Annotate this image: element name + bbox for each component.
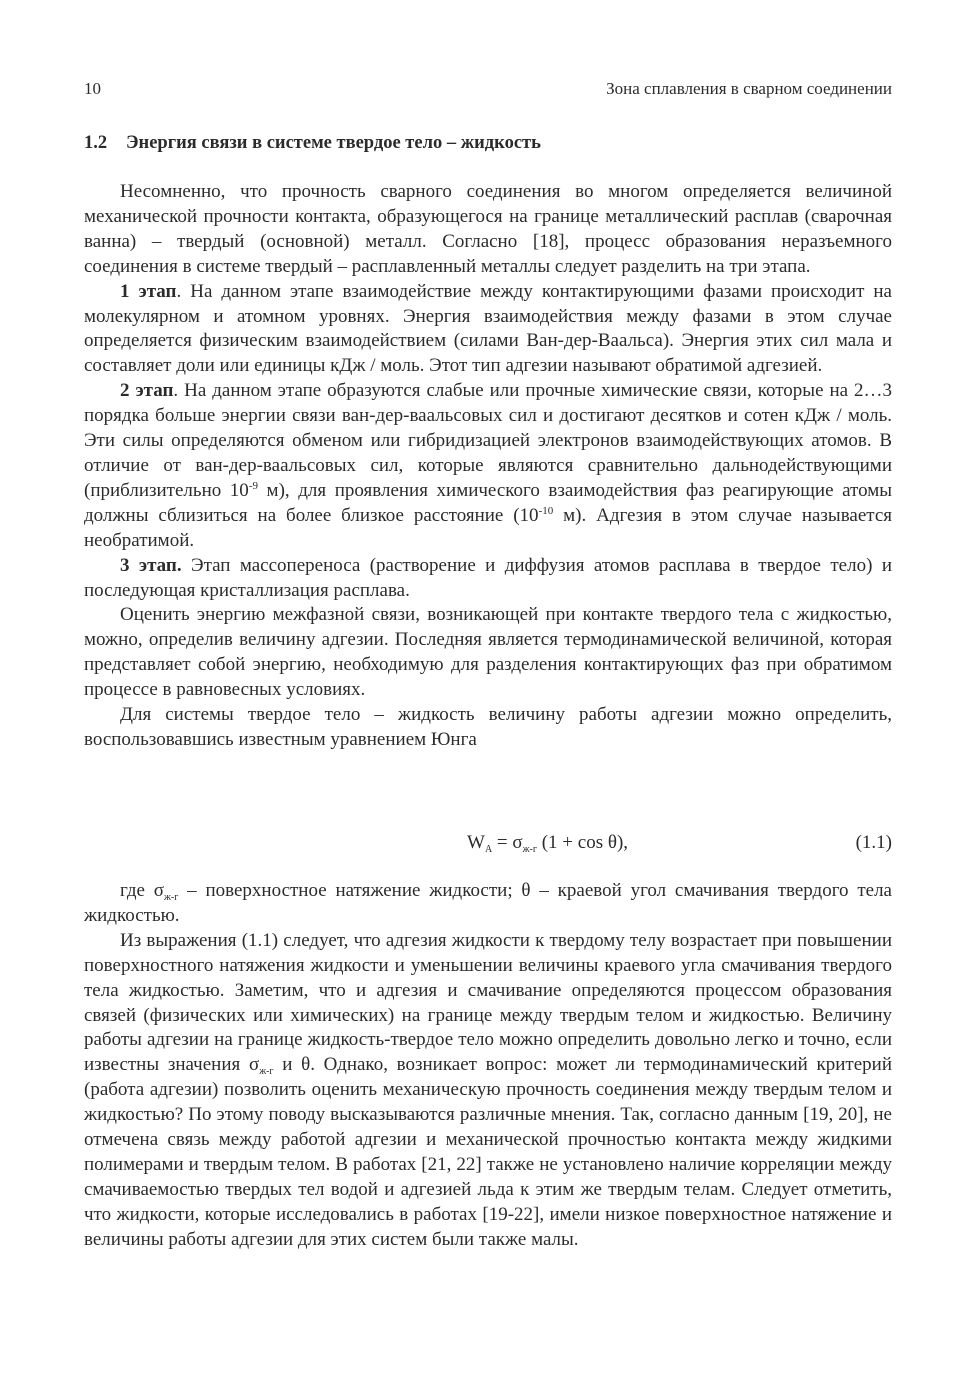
exponent: -9 — [248, 479, 258, 492]
section-number: 1.2 — [84, 133, 108, 153]
equation-number: (1.1) — [855, 832, 892, 853]
stage-2-label: 2 этап — [120, 380, 174, 402]
paragraph-young: Для системы твердое тело – жидкость величину работы адгезии можно определить, воспользовавшись известным уравнением Юнга — [84, 704, 892, 750]
paragraph-stage-2: 2 этап. На данном этапе образуются слабые или прочные химические связи, которые на 2…3 порядка больше энергии связи ван-дер-ваальсовых сил и достигают десятков и сотен кДж / моль. Эти силы определяются обменом или гибридизацией электронов взаимодействующих атомов. В отличие от ван-дер-ваальсовых сил, которые являются сравнительно дальнодействующими (приблизительно $10^{-9}$ м), для проявления химического взаимодействия фаз реагирующие атомы должны сблизиться на более близкое расстояние ($10^{-10}$ м). Адгезия в этом случае называется необратимой. — [84, 380, 892, 551]
body-text-lower — [84, 879, 892, 1253]
exponent: -10 — [538, 504, 554, 517]
paragraph-stage-1: 1 этап. На данном этапе взаимодействие между контактирующими фазами происходит на молекулярном и атомном уровнях. Энергия взаимодействия между фазами в этом случае определяется физическим взаимодействием (силами Ван-дер-Ваальса). Энергия этих сил мала и составляет доли или единицы кДж / моль. Этот тип адгезии называют обратимой адгезией. — [84, 280, 892, 377]
section-heading — [84, 131, 892, 155]
paragraph-intro: Несомненно, что прочность сварного соединения во многом определяется величиной механической прочности контакта, образующегося на границе металлический расплав (сварочная ванна) – твердый (основной) металл. Согласно [18], процесс образования неразъемного соединения в системе твердый – расплавленный металлы следует разделить на три этапа. — [84, 181, 892, 277]
paragraph-stage-3: 3 этап. Этап массопереноса (растворение и диффузия атомов расплава в твердое тело) и последующая кристаллизация расплава. — [84, 554, 892, 601]
page-number: 10 — [84, 79, 101, 98]
equation-1-1 — [84, 830, 892, 856]
paragraph-estimate: Оценить энергию межфазной связи, возникающей при контакте твердого тела с жидкостью, можно, определив величину адгезии. Последняя является термодинамической величиной, которая представляет собой энергию, необходимую для разделения контактирующих фаз при обратимом процессе в равновесных условиях. — [84, 604, 892, 701]
paragraph-where: где $\sigma_{ж-г}$ – поверхностное натяжение жидкости; θ – краевой угол смачивания твердого тела жидкостью. — [84, 880, 892, 926]
paragraph-conclusion: Из выражения (1.1) следует, что адгезия жидкости к твердому телу возрастает при повышении поверхностного натяжения жидкости и уменьшении величины краевого угла смачивания твердого тела жидкостью. Заметим, что и адгезия и смачивание определяются процессом образования связей (физических или химических) на границе между твердым телом и жидкостью. Величину работы адгезии на границе жидкость-твердое тело можно определить довольно легко и точно, если известны значения $\sigma_{ж-г}$ и θ. Однако, возникает вопрос: может ли термодинамический критерий (работа адгезии) позволить оценить механическую прочность соединения между твердым телом и жидкостью? По этому поводу высказываются различные мнения. Так, согласно данным [19, 20], не отмечена связь между работой адгезии и механической прочностью контакта между жидкими полимерами и твердым телом. В работах [21, 22] также не установлено наличие корреляции между смачиваемостью твердых тел водой и адгезией льда к этим же твердым телам. Следует отметить, что жидкости, которые исследовались в работах [19-22], имели низкое поверхностное натяжение и величины работы адгезии для этих систем были также малы. — [84, 929, 892, 1250]
equation-expression: $W_A = \sigma_{ж-г}$ (1 + cos θ), — [467, 832, 629, 855]
section-title: Энергия связи в системе твердое тело – жидкость — [126, 133, 541, 153]
stage-3-label: 3 этап. — [120, 554, 182, 576]
body-text-upper — [84, 180, 892, 753]
stage-1-label: 1 этап — [120, 280, 177, 302]
running-title: Зона сплавления в сварном соединении — [606, 79, 892, 98]
